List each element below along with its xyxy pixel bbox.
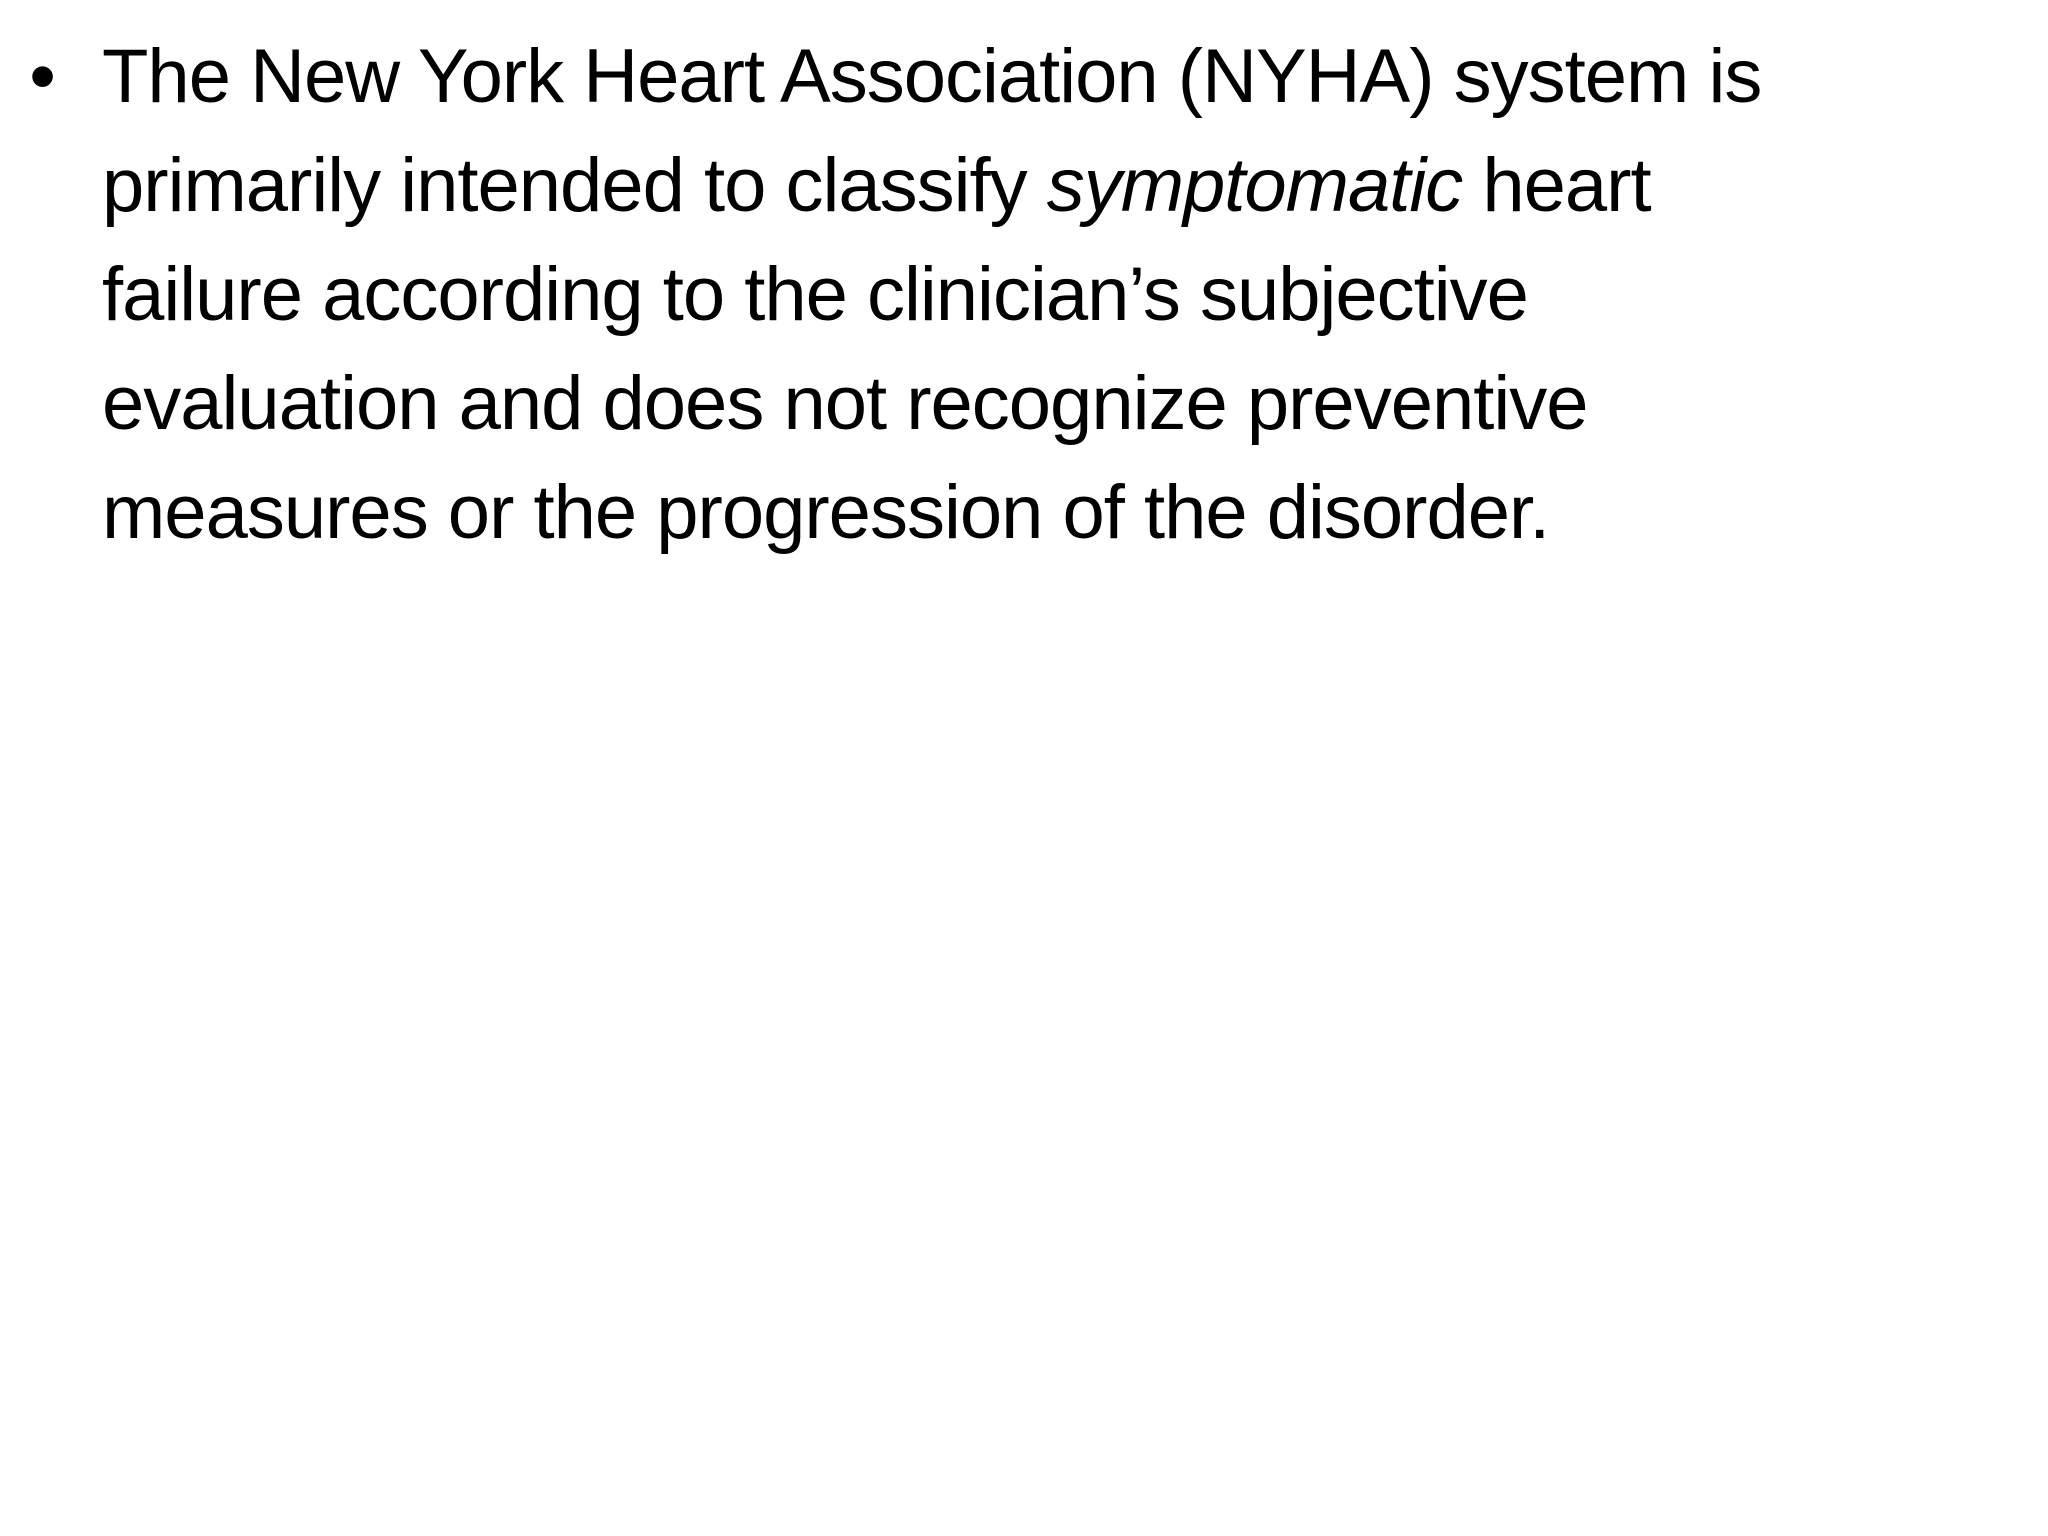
bullet-list	[22, 34, 1982, 595]
text-line-5: measures or the progression of the disorder.	[102, 470, 1550, 555]
text-line-3: failure according to the clinician’s subjective	[102, 252, 1528, 337]
text-line-2-end: heart	[1462, 143, 1651, 228]
bullet-dot-icon: •	[29, 34, 55, 119]
text-line-4: evaluation and does not recognize preventive	[102, 361, 1588, 446]
text-line-2-start: primarily intended to classify	[102, 143, 1047, 228]
text-line-1: The New York Heart Association (NYHA) system is	[102, 34, 1762, 119]
emphasis-symptomatic: symptomatic	[1046, 143, 1463, 228]
bullet-item	[22, 0, 1982, 595]
